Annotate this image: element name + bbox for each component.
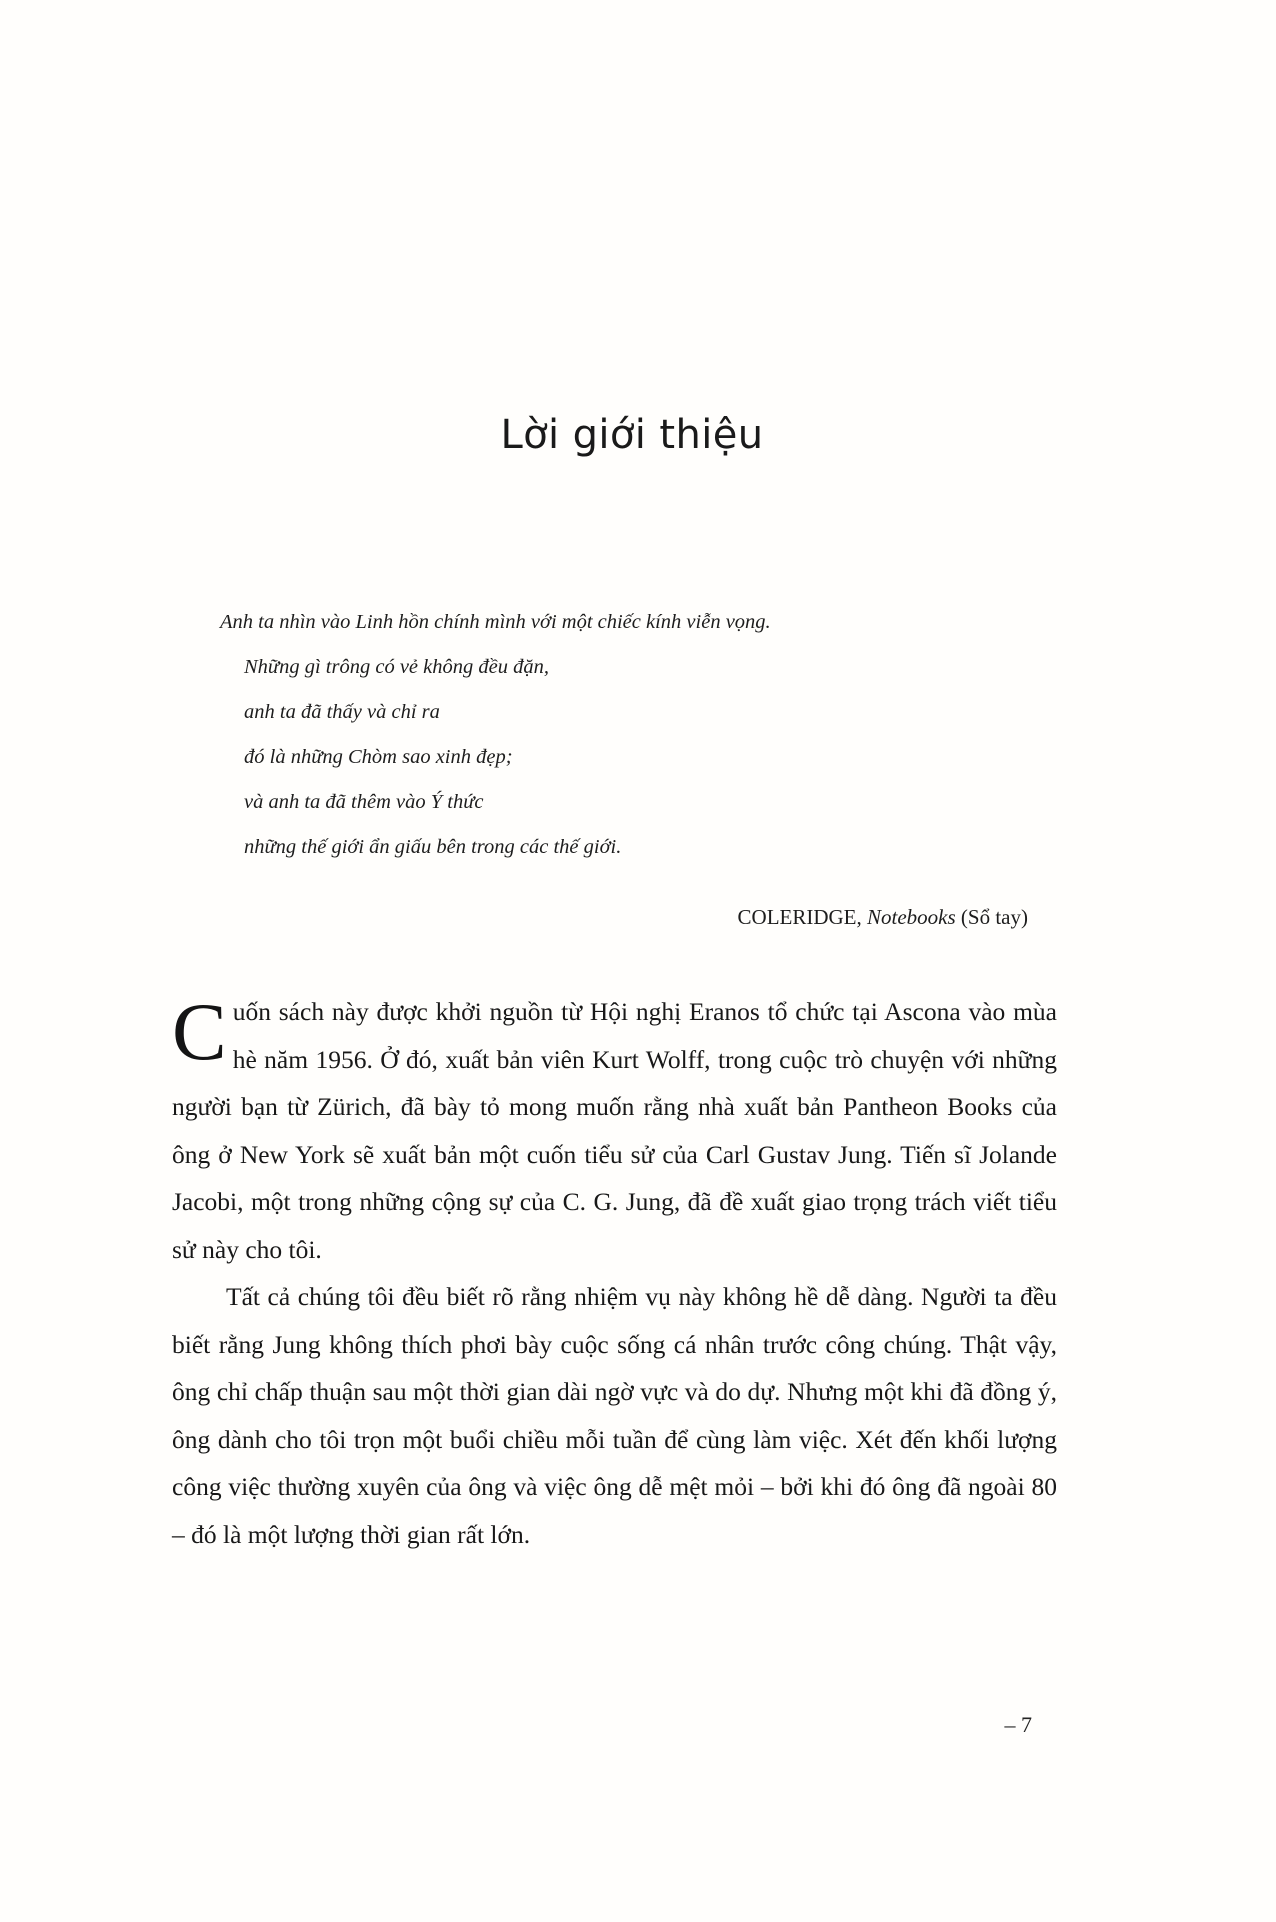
body-text [172, 988, 1057, 1558]
epigraph-attribution [172, 905, 1092, 930]
epigraph-line: đó là những Chòm sao xinh đẹp; [244, 746, 513, 768]
epigraph-line: Những gì trông có vẻ không đều đặn, [244, 656, 549, 678]
attribution-author: COLERIDGE, [737, 905, 868, 929]
attribution-suffix: (Sổ tay) [955, 905, 1028, 929]
paragraph: Tất cả chúng tôi đều biết rõ rằng nhiệm vụ này không hề dễ dàng. Người ta đều biết rằng Jung không thích phơi bày cuộc sống cá nhân trước công chúng. Thật vậy, ông chỉ chấp thuận sau một thời gian dài ngờ vực và do dự. Nhưng một khi đã đồng ý, ông dành cho tôi trọn một buổi chiều mỗi tuần để cùng làm việc. Xét đến khối lượng công việc thường xuyên của ông và việc ông dễ mệt mỏi – bởi khi đó ông đã ngoài 80 – đó là một lượng thời gian rất lớn. [172, 1282, 1057, 1549]
epigraph-line: anh ta đã thấy và chỉ ra [244, 701, 440, 723]
page-title: Lời giới thiệu [500, 411, 764, 458]
epigraph-line: và anh ta đã thêm vào Ý thức [244, 791, 484, 813]
page-number: – 7 [1004, 1712, 1032, 1737]
attribution-work: Notebooks [867, 905, 956, 929]
epigraph-line: những thế giới ẩn giấu bên trong các thế giới. [244, 836, 622, 858]
drop-cap: C [172, 986, 227, 1077]
paragraph [172, 988, 1057, 1273]
epigraph-line: Anh ta nhìn vào Linh hồn chính mình với một chiếc kính viễn vọng. [220, 611, 771, 633]
page-content [172, 0, 1092, 1922]
paragraph-text: uốn sách này được khởi nguồn từ Hội nghị Eranos tổ chức tại Ascona vào mùa hè năm 1956. Ở đó, xuất bản viên Kurt Wolff, trong cuộc trò chuyện với những người bạn từ Zürich, đã bày tỏ mong muốn rằng nhà xuất bản Pantheon Books của ông ở New York sẽ xuất bản một cuốn tiểu sử của Carl Gustav Jung. Tiến sĩ Jolande Jacobi, một trong những cộng sự của C. G. Jung, đã đề xuất giao trọng trách viết tiểu sử này cho tôi. [172, 997, 1057, 1264]
epigraph-block [220, 600, 1044, 870]
